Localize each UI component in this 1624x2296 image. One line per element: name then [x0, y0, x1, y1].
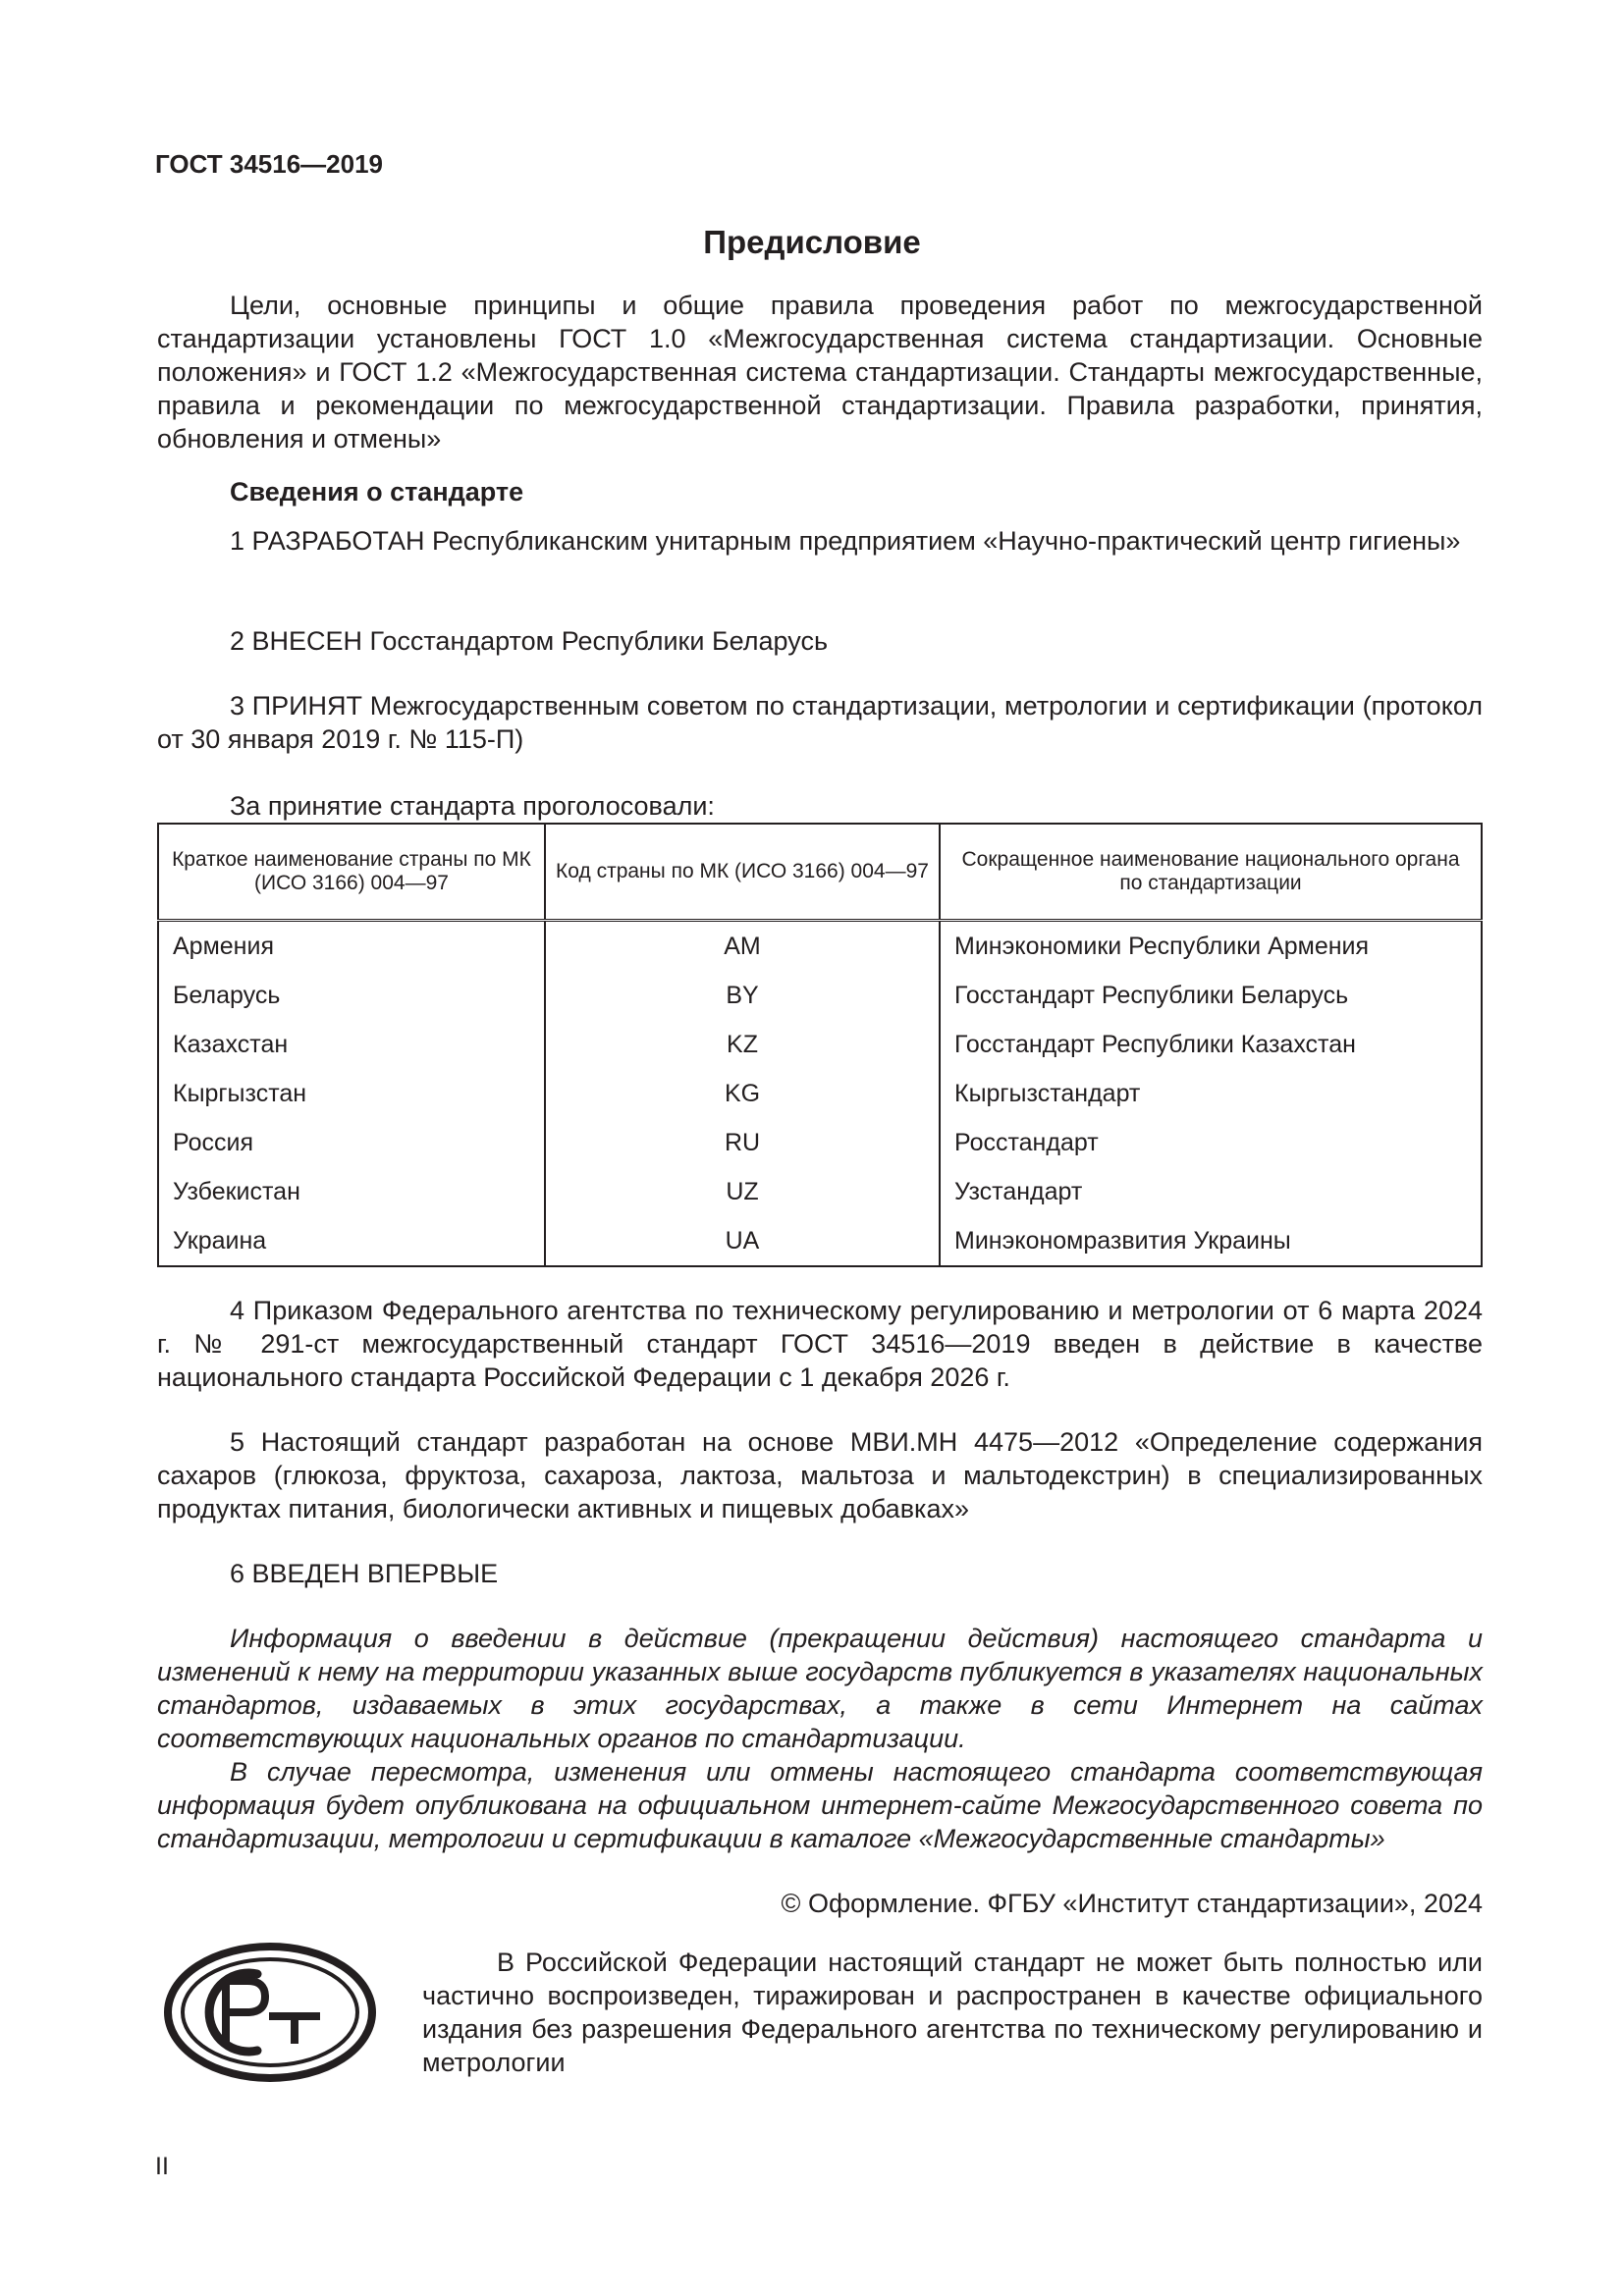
cell-country: Узбекистан: [158, 1167, 545, 1216]
item-5: 5 Настоящий стандарт разработан на основе МВИ.МН 4475—2012 «Определение содержания сахаров (глюкоза, фруктоза, сахароза, лактоза, мальтоза и мальтодекстрин) в специализированных продуктах питания, биологически активных и пищевых добавках»: [157, 1427, 1483, 1523]
intro-paragraph: Цели, основные принципы и общие правила проведения работ по межгосударственной стандартизации установлены ГОСТ 1.0 «Межгосударственная система стандартизации. Основные положения» и ГОСТ 1.2 «Межгосударственная система стандартизации. Стандарты межгосударственные, правила и рекомендации по межгосударственной стандартизации. Правила разработки, принятия, обновления и отмены»: [157, 291, 1483, 454]
info-paragraph-1: Информация о введении в действие (прекращении действия) настоящего стандарта и изменений к нему на территории указанных выше государств публикуется в указателях национальных стандартов, издаваемых в этих государствах, а также в сети Интернет на сайтах соответствующих национальных органов по стандартизации.: [157, 1624, 1483, 1753]
rst-certification-mark-icon: [163, 1942, 377, 2083]
table-row: [158, 1069, 1482, 1118]
cell-country: Казахстан: [158, 1020, 545, 1069]
table-row: [158, 1216, 1482, 1266]
voting-table: [157, 823, 1483, 1267]
cell-code: KG: [545, 1069, 940, 1118]
header-code: Код страны по МК (ИСО 3166) 004—97: [545, 824, 940, 921]
cell-authority: Узстандарт: [940, 1167, 1482, 1216]
cell-code: KZ: [545, 1020, 940, 1069]
votes-intro: За принятие стандарта проголосовали:: [230, 791, 715, 821]
cell-country: Беларусь: [158, 971, 545, 1020]
copyright-line: © Оформление. ФГБУ «Институт стандартизации», 2024: [781, 1889, 1483, 1918]
item-3: 3 ПРИНЯТ Межгосударственным советом по стандартизации, метрологии и сертификации (протокол от 30 января 2019 г. № 115-П): [157, 691, 1483, 754]
cell-code: UA: [545, 1216, 940, 1266]
item-2: 2 ВНЕСЕН Госстандартом Республики Беларусь: [230, 626, 829, 656]
item-1: 1 РАЗРАБОТАН Республиканским унитарным предприятием «Научно-практический центр гигиены»: [230, 526, 1461, 556]
table-row: [158, 1020, 1482, 1069]
cell-code: UZ: [545, 1167, 940, 1216]
cell-authority: Госстандарт Республики Казахстан: [940, 1020, 1482, 1069]
table-row: [158, 921, 1482, 972]
page-title: Предисловие: [703, 224, 921, 260]
running-head: ГОСТ 34516—2019: [155, 149, 383, 179]
item-4: 4 Приказом Федерального агентства по техническому регулированию и метрологии от 6 марта 2024 г. № 291-ст межгосударственный стандарт ГОСТ 34516—2019 введен в действие в качестве национального стандарта Российской Федерации с 1 декабря 2026 г.: [157, 1296, 1483, 1392]
section-heading: Сведения о стандарте: [230, 477, 524, 507]
table-row: [158, 1118, 1482, 1167]
item-6: 6 ВВЕДЕН ВПЕРВЫЕ: [230, 1559, 499, 1588]
cell-authority: Минэкономики Республики Армения: [940, 921, 1482, 972]
cell-authority: Госстандарт Республики Беларусь: [940, 971, 1482, 1020]
cell-country: Армения: [158, 921, 545, 972]
info-paragraph-2: В случае пересмотра, изменения или отмены настоящего стандарта соответствующая информация будет опубликована на официальном интернет-сайте Межгосударственного совета по стандартизации, метрологии и сертификации в каталоге «Межгосударственные стандарты»: [157, 1757, 1483, 1853]
page-number: II: [155, 2153, 169, 2180]
header-authority: Сокращенное наименование национального органа по стандартизации: [940, 824, 1482, 921]
cell-country: Украина: [158, 1216, 545, 1266]
cell-code: AM: [545, 921, 940, 972]
cell-country: Россия: [158, 1118, 545, 1167]
cell-code: BY: [545, 971, 940, 1020]
table-row: [158, 1167, 1482, 1216]
reproduction-notice: В Российской Федерации настоящий стандарт не может быть полностью или частично воспроизведен, тиражирован и распространен в качестве официального издания без разрешения Федерального агентства по техническому регулированию и метрологии: [422, 1948, 1483, 2077]
cell-country: Кыргызстан: [158, 1069, 545, 1118]
cell-authority: Кыргызстандарт: [940, 1069, 1482, 1118]
cell-authority: Минэкономразвития Украины: [940, 1216, 1482, 1266]
table-row: [158, 971, 1482, 1020]
cell-authority: Росстандарт: [940, 1118, 1482, 1167]
cell-code: RU: [545, 1118, 940, 1167]
table-header-row: [158, 824, 1482, 921]
header-country: Краткое наименование страны по МК (ИСО 3166) 004—97: [158, 824, 545, 921]
